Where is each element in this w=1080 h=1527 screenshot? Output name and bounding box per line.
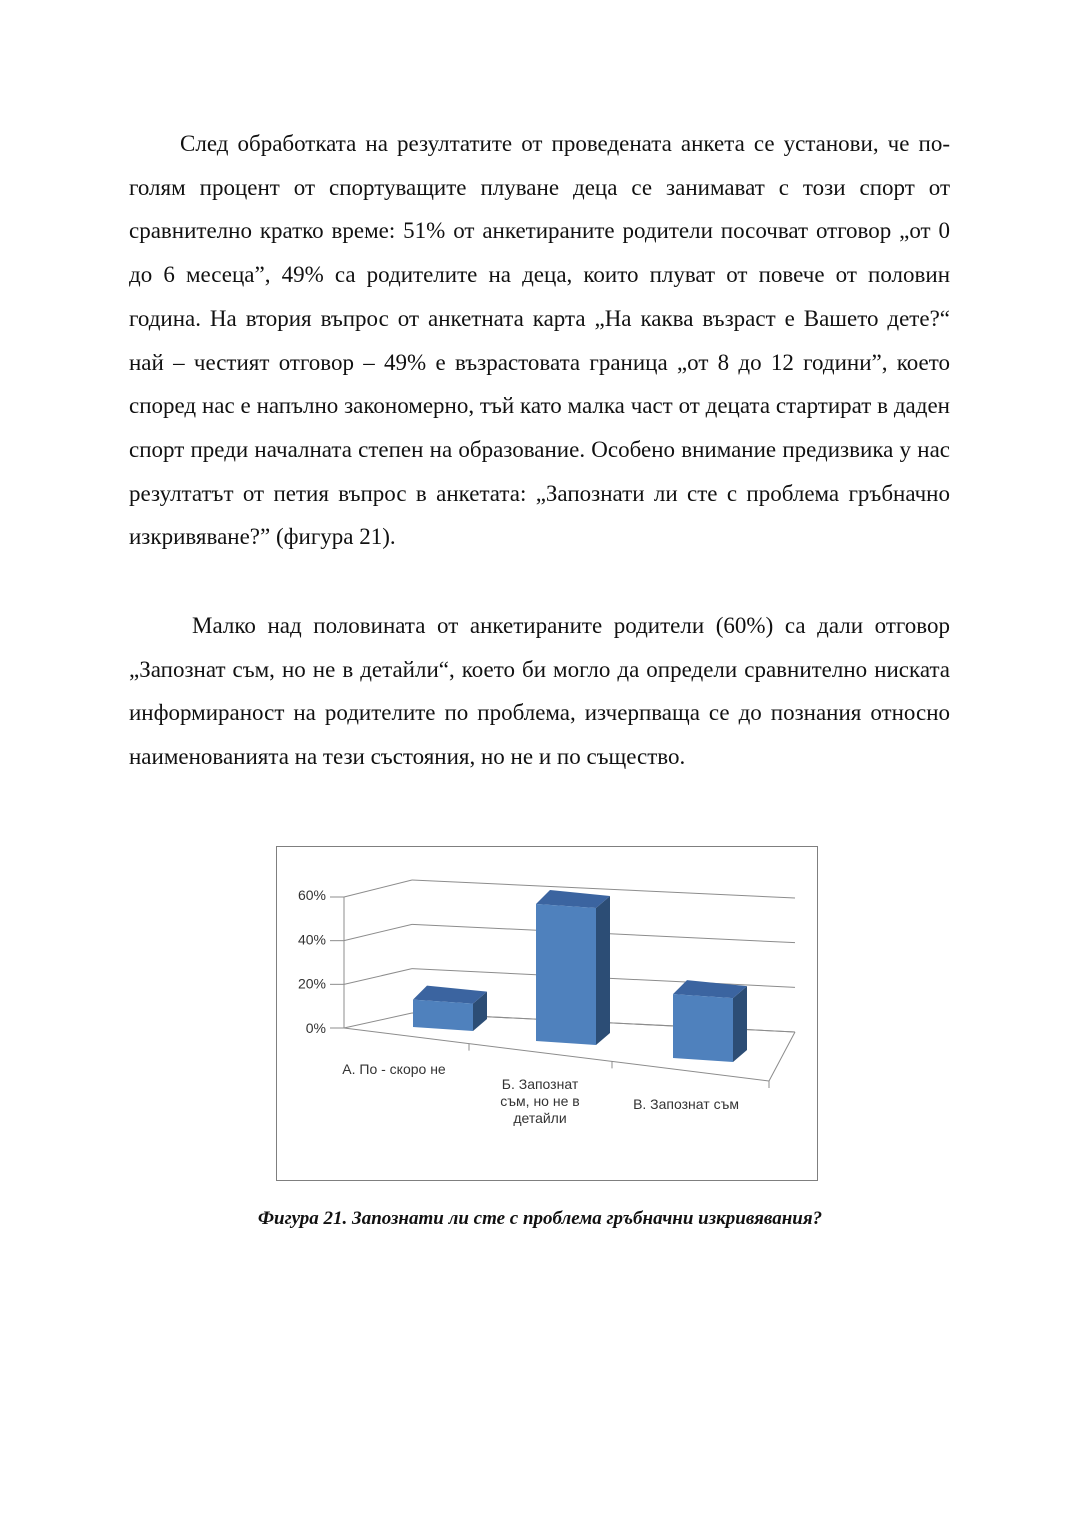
- gridline-left: [344, 924, 412, 940]
- x-category-label: В. Запознат съм: [633, 1096, 739, 1112]
- bar: [536, 904, 596, 1045]
- y-tick-label: 60%: [297, 887, 326, 903]
- x-category-label: детайли: [513, 1110, 567, 1126]
- gridline: [412, 880, 795, 898]
- figure-caption: Фигура 21. Запознати ли сте с проблема гръбначни изкривявания?: [257, 1208, 823, 1229]
- x-category-label: Б. Запознат: [501, 1076, 579, 1092]
- x-category-label: А. По - скоро не: [342, 1061, 446, 1077]
- y-tick-label: 40%: [297, 931, 326, 948]
- bar-side: [733, 986, 747, 1062]
- bar-side: [596, 896, 610, 1045]
- gridline-left: [344, 969, 412, 985]
- bar: [413, 1000, 473, 1031]
- gridline-left: [344, 880, 412, 897]
- figure-21-chart: [276, 846, 818, 1181]
- x-category-label: съм, но не в: [500, 1093, 580, 1109]
- paragraph-survey-results: След обработката на резултатите от проведената анкета се установи, че по-голям процент от спортуващите плуване деца се занимават с този спорт от сравнително кратко време: 51% от анкетираните родители посочват отговор „от 0 до 6 месеца”, 49% са родителите на деца, които плуват от повече от половин година. На втория въпрос от анкетната карта „На каква възраст е Вашето дете?“ най – честият отговор – 49% е възрастовата граница „от 8 до 12 години”, което според нас е напълно закономерно, тъй като малка част от децата стартират в даден спорт преди началната степен на образование. Особено внимание предизвика у нас резултатът от петия въпрос в анкетата: „Запознати ли сте с проблема гръбначно изкривяване?” (фигура 21).: [129, 131, 950, 550]
- gridline-left: [344, 1013, 412, 1028]
- floor-right-edge: [769, 1032, 795, 1081]
- bar: [673, 994, 733, 1062]
- y-tick-label: 0%: [305, 1020, 326, 1036]
- y-tick-label: 20%: [297, 975, 326, 992]
- bar-chart-svg: [277, 847, 819, 1182]
- paragraph-informedness: Малко над половината от анкетираните родители (60%) са дали отговор „Запознат съм, но не в детайли“, което би могло да определи сравнително ниската информираност на родителите по проблема, изчерпваща се до познания относно наименованията на тези състояния, но не и по същество.: [129, 613, 950, 770]
